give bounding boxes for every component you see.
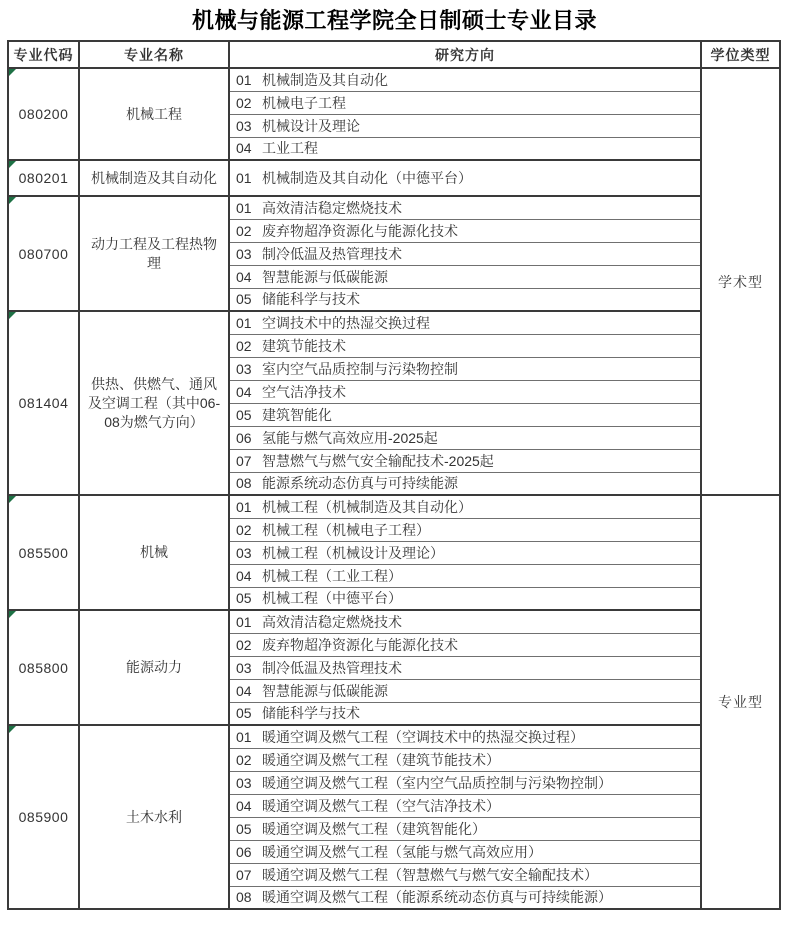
direction-text: 高效清洁稳定燃烧技术 <box>262 199 402 216</box>
major-code-cell <box>8 610 79 725</box>
direction-number: 04 <box>236 383 252 400</box>
research-direction-cell <box>229 633 701 656</box>
major-name-cell: 土木水利 <box>79 725 229 909</box>
major-code: 085800 <box>18 659 69 676</box>
direction-text: 暖通空调及燃气工程（建筑智能化） <box>262 820 486 837</box>
major-name-cell: 机械 <box>79 495 229 610</box>
direction-number: 01 <box>236 728 252 745</box>
major-code-cell <box>8 311 79 495</box>
research-direction-cell <box>229 334 701 357</box>
research-direction-cell <box>229 794 701 817</box>
direction-number: 01 <box>236 314 252 331</box>
direction-text: 高效清洁稳定燃烧技术 <box>262 613 402 630</box>
research-direction-cell <box>229 219 701 242</box>
direction-text: 室内空气品质控制与污染物控制 <box>262 360 458 377</box>
research-direction-cell <box>229 426 701 449</box>
direction-number: 04 <box>236 268 252 285</box>
major-code: 085900 <box>18 809 69 825</box>
direction-text: 暖通空调及燃气工程（智慧燃气与燃气安全输配技术） <box>262 866 598 883</box>
direction-number: 05 <box>236 590 252 607</box>
major-code-cell <box>8 725 79 909</box>
degree-type-cell-professional: 专业型 <box>701 495 780 909</box>
direction-text: 能源系统动态仿真与可持续能源 <box>262 475 458 492</box>
excel-flag-triangle-icon <box>9 161 16 168</box>
direction-text: 机械电子工程 <box>262 94 346 111</box>
direction-number: 02 <box>236 94 252 111</box>
direction-number: 03 <box>236 659 252 676</box>
direction-number: 01 <box>236 71 252 88</box>
direction-row <box>8 311 780 334</box>
excel-flag-triangle-icon <box>9 69 16 76</box>
direction-text: 废弃物超净资源化与能源化技术 <box>262 636 458 653</box>
research-direction-cell <box>229 679 701 702</box>
direction-number: 04 <box>236 682 252 699</box>
major-code: 081404 <box>18 395 69 411</box>
research-direction-cell <box>229 265 701 288</box>
research-direction-cell <box>229 817 701 840</box>
research-direction-cell <box>229 541 701 564</box>
direction-text: 智慧能源与低碳能源 <box>262 268 388 285</box>
direction-text: 机械工程（机械制造及其自动化） <box>262 498 472 515</box>
research-direction-cell <box>229 196 701 219</box>
research-direction-cell <box>229 610 701 633</box>
major-name-cell: 机械制造及其自动化 <box>79 160 229 196</box>
excel-flag-triangle-icon <box>9 496 16 503</box>
direction-text: 暖通空调及燃气工程（能源系统动态仿真与可持续能源） <box>262 889 612 906</box>
direction-number: 08 <box>236 475 252 492</box>
major-code-cell <box>8 68 79 160</box>
direction-text: 储能科学与技术 <box>262 291 360 308</box>
direction-number: 08 <box>236 889 252 906</box>
research-direction-cell <box>229 771 701 794</box>
research-direction-cell <box>229 242 701 265</box>
direction-row <box>8 196 780 219</box>
major-code-cell <box>8 160 79 196</box>
direction-number: 03 <box>236 245 252 262</box>
direction-text: 暖通空调及燃气工程（建筑节能技术） <box>262 751 500 768</box>
direction-row <box>8 725 780 748</box>
research-direction-cell <box>229 160 701 196</box>
direction-number: 05 <box>236 406 252 423</box>
direction-row <box>8 495 780 518</box>
research-direction-cell <box>229 564 701 587</box>
direction-number: 01 <box>236 199 252 216</box>
major-name-cell: 机械工程 <box>79 68 229 160</box>
major-name-cell: 动力工程及工程热物理 <box>79 196 229 311</box>
major-code-cell <box>8 196 79 311</box>
research-direction-cell <box>229 886 701 909</box>
direction-number: 01 <box>236 170 252 186</box>
research-direction-cell <box>229 288 701 311</box>
direction-number: 02 <box>236 337 252 354</box>
direction-text: 建筑智能化 <box>262 406 332 423</box>
direction-number: 04 <box>236 140 252 157</box>
direction-text: 工业工程 <box>262 140 318 157</box>
direction-text: 机械设计及理论 <box>262 117 360 134</box>
header-degree-type: 学位类型 <box>701 41 780 68</box>
direction-text: 机械工程（中德平台） <box>262 590 402 607</box>
direction-number: 03 <box>236 544 252 561</box>
direction-text: 空调技术中的热湿交换过程 <box>262 314 430 331</box>
direction-number: 04 <box>236 567 252 584</box>
direction-text: 机械制造及其自动化（中德平台） <box>262 170 472 186</box>
direction-number: 02 <box>236 751 252 768</box>
direction-number: 07 <box>236 866 252 883</box>
major-name-cell: 能源动力 <box>79 610 229 725</box>
research-direction-cell <box>229 380 701 403</box>
direction-number: 01 <box>236 613 252 630</box>
direction-row <box>8 610 780 633</box>
direction-text: 建筑节能技术 <box>262 337 346 354</box>
header-row <box>8 41 780 68</box>
direction-text: 废弃物超净资源化与能源化技术 <box>262 222 458 239</box>
direction-text: 暖通空调及燃气工程（空调技术中的热湿交换过程） <box>262 728 584 745</box>
direction-text: 制冷低温及热管理技术 <box>262 659 402 676</box>
research-direction-cell <box>229 68 701 91</box>
research-direction-cell <box>229 91 701 114</box>
research-direction-cell <box>229 449 701 472</box>
header-major-name: 专业名称 <box>79 41 229 68</box>
major-code: 080201 <box>18 170 69 186</box>
research-direction-cell <box>229 725 701 748</box>
major-name-cell: 供热、供燃气、通风及空调工程（其中06-08为燃气方向） <box>79 311 229 495</box>
direction-text: 空气洁净技术 <box>262 383 346 400</box>
direction-number: 03 <box>236 360 252 377</box>
excel-flag-triangle-icon <box>9 611 16 618</box>
direction-text: 暖通空调及燃气工程（氢能与燃气高效应用） <box>262 843 542 860</box>
direction-text: 暖通空调及燃气工程（空气洁净技术） <box>262 797 500 814</box>
direction-number: 02 <box>236 521 252 538</box>
direction-text: 机械工程（工业工程） <box>262 567 402 584</box>
direction-text: 机械工程（机械电子工程） <box>262 521 430 538</box>
direction-number: 04 <box>236 797 252 814</box>
header-major-code: 专业代码 <box>8 41 79 68</box>
excel-flag-triangle-icon <box>9 726 16 733</box>
direction-text: 机械制造及其自动化 <box>262 71 388 88</box>
direction-text: 机械工程（机械设计及理论） <box>262 544 444 561</box>
direction-text: 氢能与燃气高效应用-2025起 <box>262 429 438 446</box>
major-code: 080200 <box>18 106 69 122</box>
direction-number: 05 <box>236 820 252 837</box>
direction-text: 储能科学与技术 <box>262 705 360 722</box>
header-research-direction: 研究方向 <box>229 41 701 68</box>
direction-number: 06 <box>236 843 252 860</box>
research-direction-cell <box>229 863 701 886</box>
direction-number: 05 <box>236 705 252 722</box>
direction-text: 制冷低温及热管理技术 <box>262 245 402 262</box>
major-code: 080700 <box>18 245 69 262</box>
research-direction-cell <box>229 656 701 679</box>
major-code-cell <box>8 495 79 610</box>
research-direction-cell <box>229 748 701 771</box>
excel-flag-triangle-icon <box>9 312 16 319</box>
degree-type-cell-academic: 学术型 <box>701 68 780 495</box>
research-direction-cell <box>229 702 701 725</box>
research-direction-cell <box>229 587 701 610</box>
direction-number: 03 <box>236 774 252 791</box>
research-direction-cell <box>229 518 701 541</box>
research-direction-cell <box>229 311 701 334</box>
direction-number: 05 <box>236 291 252 308</box>
direction-number: 02 <box>236 636 252 653</box>
research-direction-cell <box>229 137 701 160</box>
direction-number: 07 <box>236 452 252 469</box>
research-direction-cell <box>229 403 701 426</box>
direction-number: 03 <box>236 117 252 134</box>
research-direction-cell <box>229 495 701 518</box>
direction-number: 01 <box>236 498 252 515</box>
major-code: 085500 <box>18 544 69 561</box>
research-direction-cell <box>229 114 701 137</box>
direction-text: 智慧燃气与燃气安全输配技术-2025起 <box>262 452 494 469</box>
direction-row <box>8 160 780 196</box>
research-direction-cell <box>229 472 701 495</box>
research-direction-cell <box>229 840 701 863</box>
excel-flag-triangle-icon <box>9 197 16 204</box>
direction-number: 02 <box>236 222 252 239</box>
direction-row <box>8 68 780 91</box>
direction-text: 智慧能源与低碳能源 <box>262 682 388 699</box>
research-direction-cell <box>229 357 701 380</box>
direction-number: 06 <box>236 429 252 446</box>
page-title: 机械与能源工程学院全日制硕士专业目录 <box>191 8 597 33</box>
programs-table <box>7 40 781 910</box>
direction-text: 暖通空调及燃气工程（室内空气品质控制与污染物控制） <box>262 774 612 791</box>
